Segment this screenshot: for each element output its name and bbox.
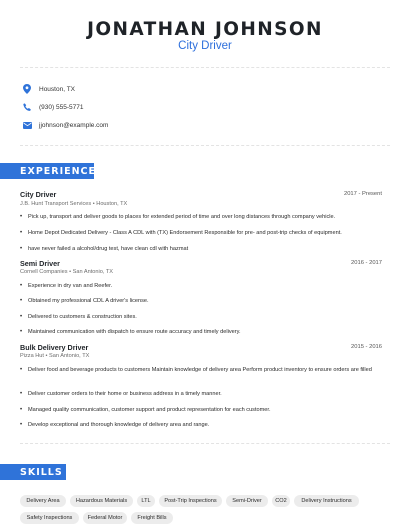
- job-dates: 2016 - 2017: [351, 260, 382, 266]
- job-title: Semi Driver: [20, 259, 60, 268]
- skill-tag: Hazardous Materials: [70, 495, 133, 507]
- location-pin-icon: [22, 84, 32, 94]
- job-dates: 2015 - 2016: [351, 344, 382, 350]
- phone-text: (930) 555-5771: [39, 103, 84, 111]
- email-icon: [22, 120, 32, 130]
- divider: [20, 145, 390, 146]
- skill-tag: Freight Bills: [131, 512, 173, 524]
- experience-section-header: EXPERIENCE: [0, 163, 94, 179]
- list-item: • Home Depot Dedicated Delivery - Class A CDL with (TX) Endorsement Responsible for pre- and post-trip checks of equipment.: [20, 230, 342, 236]
- list-item: • Experience in dry van and Reefer.: [20, 283, 113, 289]
- skill-tag: CO2: [272, 495, 290, 507]
- skill-tag: LTL: [137, 495, 155, 507]
- skill-tag: Safety Inspections: [20, 512, 79, 524]
- job-company: J.B. Hunt Transport Services • Houston, TX: [20, 201, 128, 207]
- candidate-name: JONATHAN JOHNSON: [87, 19, 323, 40]
- list-item: • Delivered to customers & construction sites.: [20, 314, 137, 320]
- job-company: Cornell Companies • San Antonio, TX: [20, 269, 113, 275]
- list-item: • Deliver customer orders to their home or business address in a timely manner.: [20, 391, 222, 397]
- skill-tag: Post-Trip Inspections: [159, 495, 222, 507]
- skill-tag: Delivery Area: [20, 495, 66, 507]
- skill-tag: Federal Motor: [83, 512, 127, 524]
- list-item: • Obtained my professional CDL A driver's license.: [20, 298, 149, 304]
- list-item: • Develop exceptional and thorough knowledge of delivery area and range.: [20, 422, 210, 428]
- list-item: • Managed quality communication, customer support and product representation for each customer.: [20, 407, 271, 413]
- location-text: Houston, TX: [39, 85, 76, 93]
- job-title: Bulk Delivery Driver: [20, 343, 89, 352]
- skill-tag: Delivery Instructions: [294, 495, 359, 507]
- job-company: Pizza Hut • San Antonio, TX: [20, 353, 90, 359]
- email-link[interactable]: jjohnson@example.com: [39, 121, 109, 129]
- contact-location: [22, 82, 75, 96]
- job-title: City Driver: [20, 190, 57, 199]
- list-item: • have never failed a alcohol/drug test, have clean cdl with hazmat: [20, 246, 189, 252]
- divider: [20, 67, 390, 68]
- divider: [20, 443, 390, 444]
- phone-icon: [22, 102, 32, 112]
- job-dates: 2017 - Present: [343, 191, 382, 197]
- contact-phone: [22, 100, 83, 114]
- contact-email: [22, 118, 108, 132]
- candidate-title: City Driver: [178, 40, 232, 52]
- skill-tag: Semi-Driver: [226, 495, 268, 507]
- list-item: • Pick up, transport and deliver goods to places for extended period of time and over long distances through company vehicle.: [20, 214, 336, 220]
- skills-section-header: SKILLS: [0, 464, 66, 480]
- list-item: • Deliver food and beverage products to customers Maintain knowledge of delivery area Perform product inventory to ensure orders are filled: [20, 367, 372, 373]
- list-item: • Maintained communication with dispatch to ensure route accuracy and timely delivery.: [20, 329, 241, 335]
